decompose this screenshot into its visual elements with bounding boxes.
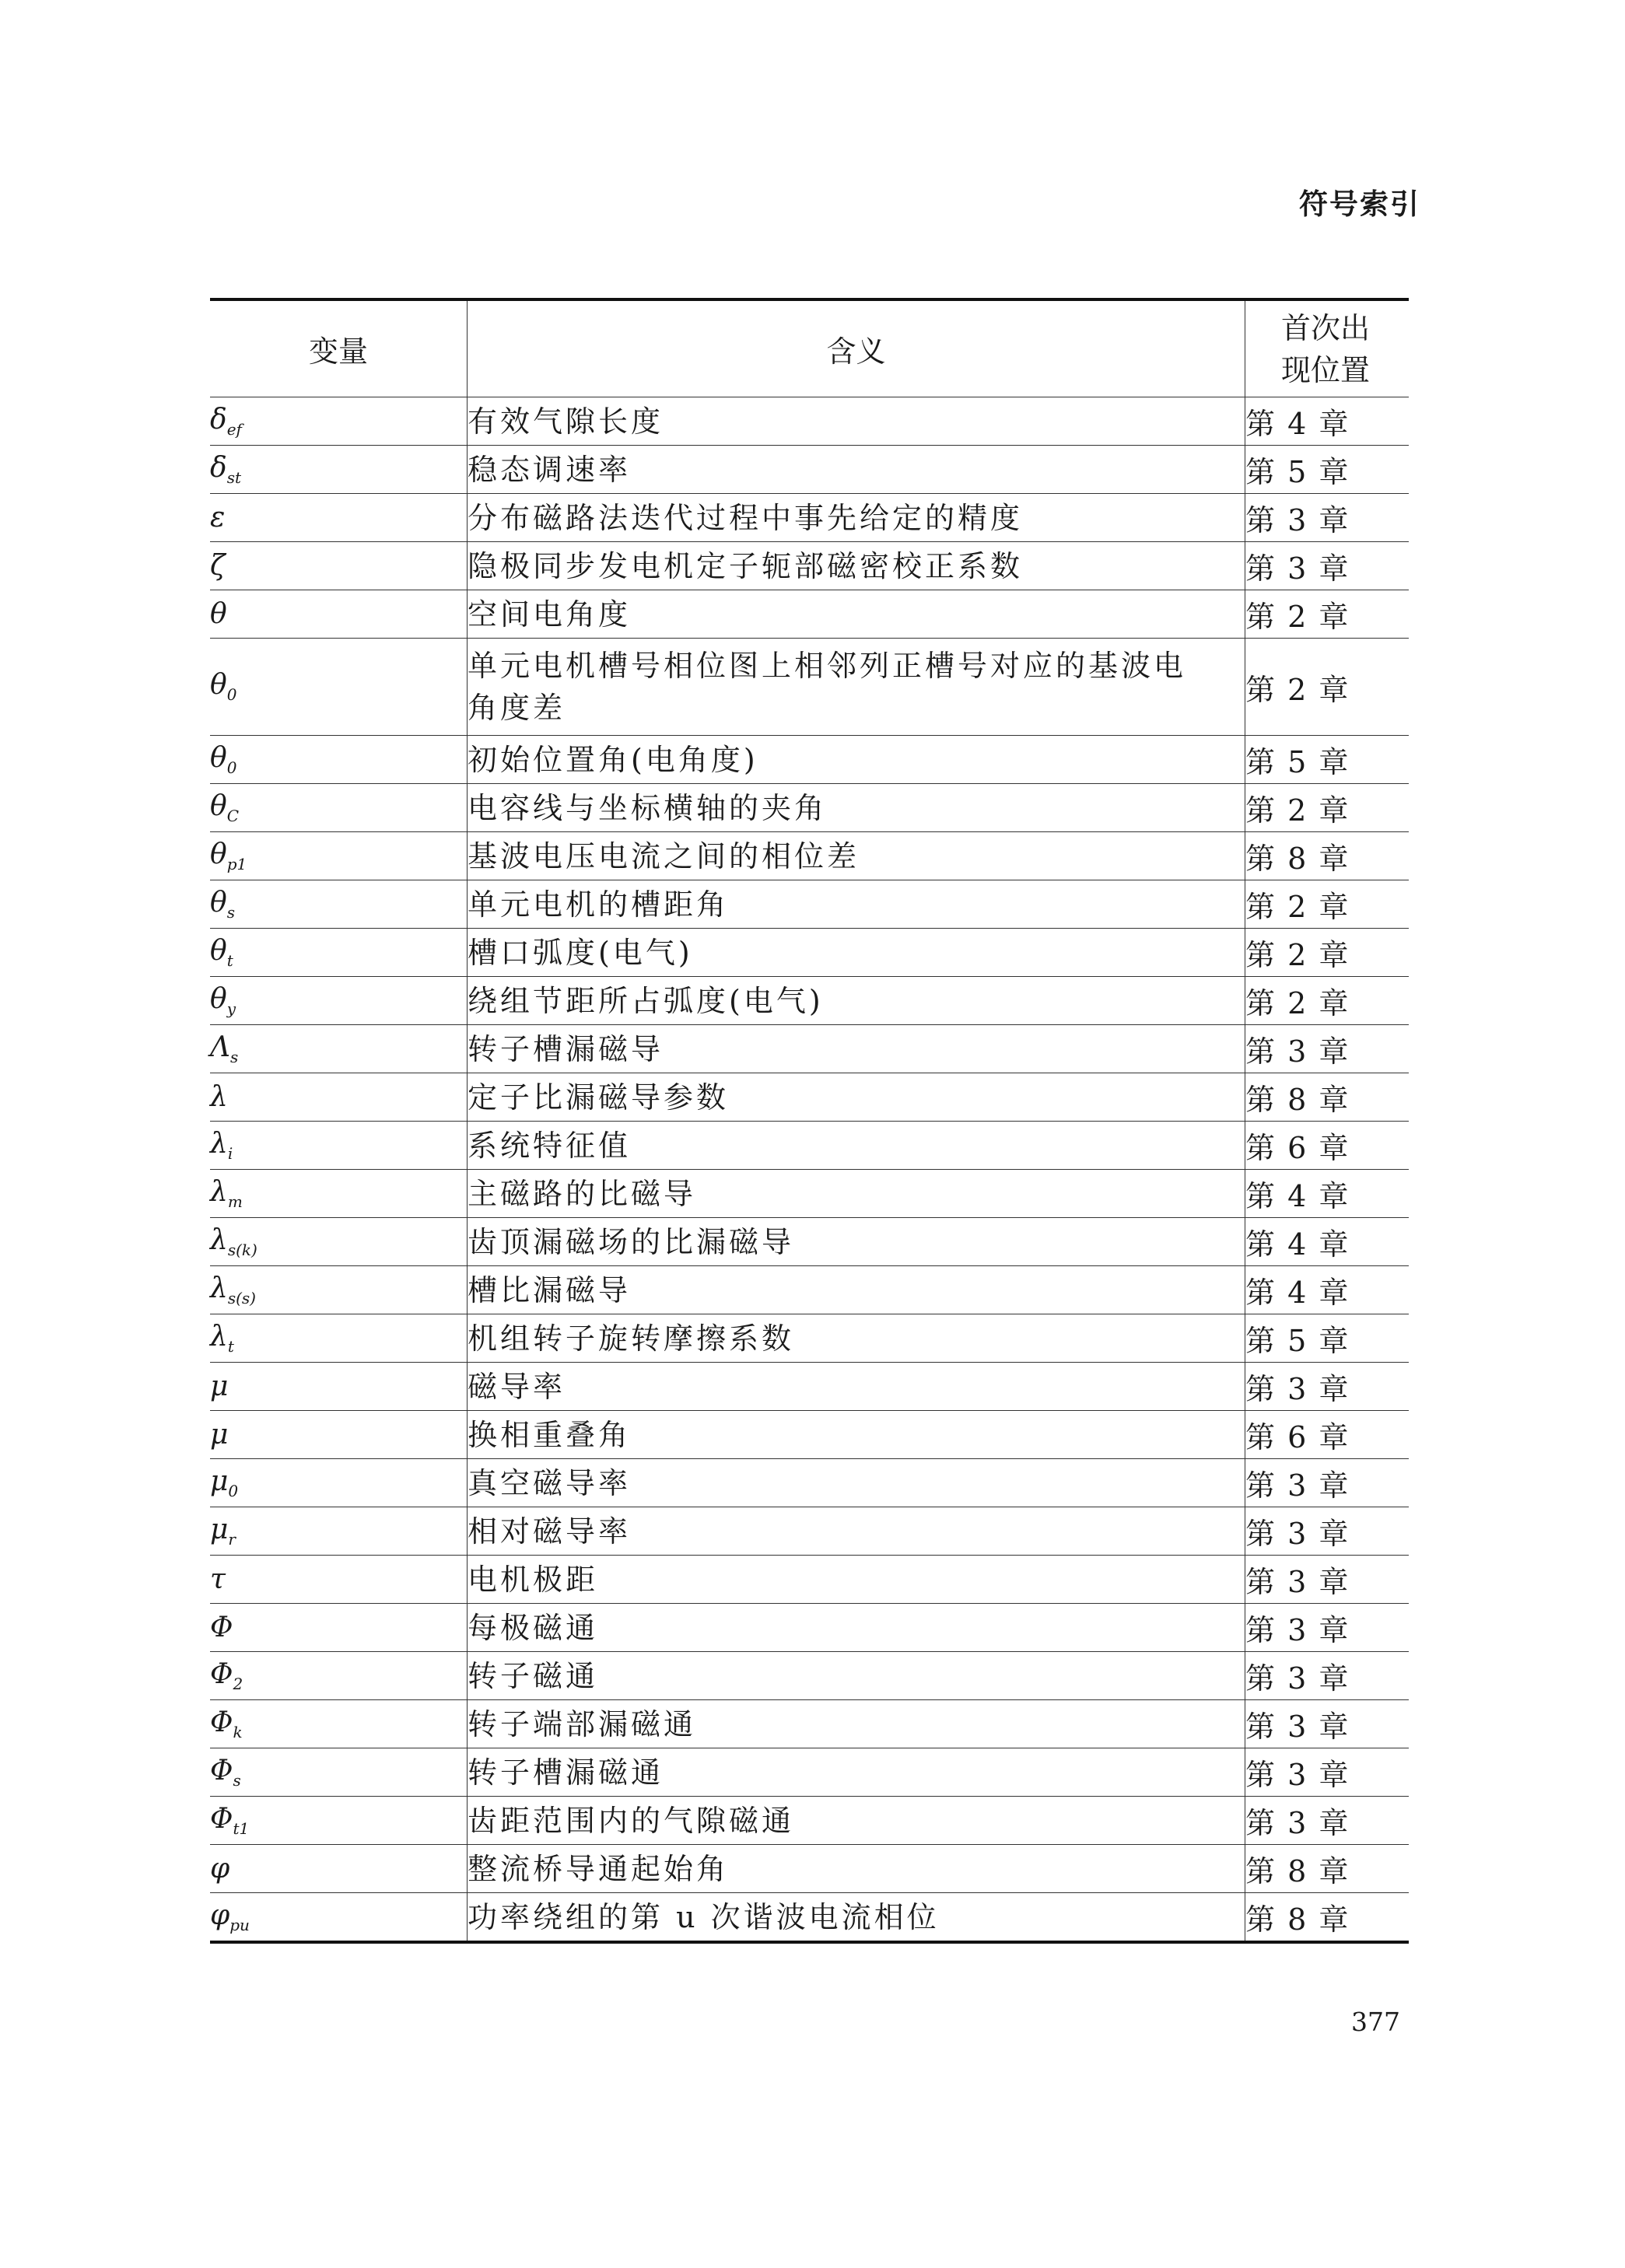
table-row [210, 1748, 1409, 1797]
symbol-base: Φ [210, 1657, 233, 1690]
meaning-cell [468, 929, 1245, 977]
symbol-cell [210, 1652, 468, 1700]
table-row [210, 832, 1409, 880]
symbol-base: δ [210, 403, 227, 436]
location-cell: 第 5 章 [1245, 736, 1410, 784]
symbol-base: Φ [210, 1612, 233, 1643]
meaning-text: 绕组节距所占弧度(电气) [468, 983, 824, 1018]
table-row [210, 929, 1409, 977]
meaning-text: 转子槽漏磁导 [468, 1031, 664, 1066]
column-header-location: 首次出 现位置 [1245, 299, 1410, 397]
table-row [210, 1170, 1409, 1218]
meaning-text: 电容线与坐标横轴的夹角 [468, 790, 828, 825]
symbol-subscript: 0 [226, 758, 237, 778]
location-cell: 第 3 章 [1245, 1797, 1410, 1845]
symbol-subscript: y [226, 999, 236, 1019]
table-row [210, 1700, 1409, 1748]
meaning-cell [468, 1748, 1245, 1797]
location-cell: 第 4 章 [1245, 1218, 1410, 1266]
table-row [210, 1122, 1409, 1170]
location-cell: 第 3 章 [1245, 1652, 1410, 1700]
table-row [210, 1604, 1409, 1652]
symbol-subscript: k [233, 1723, 243, 1742]
symbol-cell [210, 590, 468, 639]
symbol-base: μ [210, 1419, 229, 1451]
table-row [210, 977, 1409, 1025]
symbol-subscript: t [226, 951, 233, 971]
location-cell: 第 8 章 [1245, 1845, 1410, 1893]
column-header-symbol: 变量 [210, 299, 468, 397]
location-cell: 第 3 章 [1245, 1700, 1410, 1748]
symbol-cell [210, 1363, 468, 1411]
meaning-cell [468, 1266, 1245, 1314]
symbol-base: λ [210, 1320, 228, 1353]
location-cell: 第 2 章 [1245, 880, 1410, 929]
symbol-cell [210, 1411, 468, 1459]
symbol-base: Φ [210, 1802, 233, 1835]
symbol-subscript: t [227, 1337, 234, 1356]
meaning-text: 转子槽漏磁通 [468, 1755, 664, 1790]
symbol-subscript: pu [229, 1916, 250, 1935]
symbol-cell [210, 1218, 468, 1266]
symbol-base: ζ [210, 550, 226, 582]
page-number: 377 [1351, 2007, 1400, 2037]
symbol-subscript: t1 [233, 1819, 250, 1839]
meaning-text: 功率绕组的第 u 次谐波电流相位 [468, 1899, 940, 1934]
meaning-cell [468, 1363, 1245, 1411]
table-body [210, 397, 1409, 1943]
table-header-row [210, 299, 1409, 397]
symbol-base: Λ [210, 1031, 230, 1063]
location-cell: 第 2 章 [1245, 929, 1410, 977]
table-row [210, 1025, 1409, 1073]
meaning-text: 定子比漏磁导参数 [468, 1080, 730, 1115]
table-row [210, 446, 1409, 494]
symbol-base: θ [210, 669, 227, 702]
symbol-subscript: s [233, 1771, 241, 1790]
meaning-cell [468, 1700, 1245, 1748]
table-row [210, 1363, 1409, 1411]
symbol-cell [210, 446, 468, 494]
meaning-cell [468, 1797, 1245, 1845]
symbol-cell [210, 1556, 468, 1604]
symbol-cell [210, 1025, 468, 1073]
table-row [210, 1218, 1409, 1266]
symbol-subscript: 2 [233, 1675, 243, 1694]
meaning-cell [468, 832, 1245, 880]
symbol-cell [210, 1314, 468, 1363]
symbol-subscript: m [227, 1192, 243, 1212]
symbol-index-table [210, 298, 1409, 1944]
meaning-text: 隐极同步发电机定子轭部磁密校正系数 [468, 548, 1024, 583]
meaning-cell [468, 736, 1245, 784]
meaning-text: 转子磁通 [468, 1658, 599, 1693]
location-cell: 第 2 章 [1245, 977, 1410, 1025]
table-row [210, 639, 1409, 736]
table-row [210, 1893, 1409, 1943]
symbol-cell [210, 397, 468, 446]
meaning-cell [468, 1893, 1245, 1943]
meaning-cell [468, 1459, 1245, 1507]
table-row [210, 1797, 1409, 1845]
meaning-cell [468, 1556, 1245, 1604]
symbol-subscript: r [228, 1530, 236, 1549]
table-row [210, 397, 1409, 446]
location-cell: 第 2 章 [1245, 590, 1410, 639]
meaning-text: 齿顶漏磁场的比漏磁导 [468, 1224, 795, 1259]
meaning-cell [468, 1218, 1245, 1266]
symbol-subscript: s(s) [227, 1289, 256, 1308]
table-row [210, 542, 1409, 590]
symbol-subscript: s [230, 1048, 239, 1067]
location-cell: 第 3 章 [1245, 494, 1410, 542]
table-row [210, 1314, 1409, 1363]
meaning-text: 初始位置角(电角度) [468, 742, 758, 777]
location-cell: 第 6 章 [1245, 1122, 1410, 1170]
meaning-cell [468, 494, 1245, 542]
location-cell: 第 3 章 [1245, 542, 1410, 590]
meaning-text: 齿距范围内的气隙磁通 [468, 1803, 795, 1838]
symbol-base: φ [210, 1853, 230, 1885]
symbol-cell [210, 784, 468, 832]
symbol-base: θ [210, 982, 227, 1015]
location-cell: 第 4 章 [1245, 397, 1410, 446]
symbol-base: θ [210, 934, 227, 967]
table-row [210, 1073, 1409, 1122]
symbol-cell [210, 542, 468, 590]
meaning-cell [468, 1122, 1245, 1170]
table-row [210, 1507, 1409, 1556]
symbol-base: λ [210, 1081, 228, 1113]
meaning-cell [468, 542, 1245, 590]
symbol-subscript: 0 [226, 685, 237, 705]
meaning-text: 磁导率 [468, 1369, 566, 1404]
symbol-subscript: s [226, 903, 235, 922]
symbol-base: θ [210, 598, 227, 630]
meaning-cell [468, 784, 1245, 832]
meaning-cell [468, 1507, 1245, 1556]
location-cell: 第 3 章 [1245, 1604, 1410, 1652]
location-cell: 第 2 章 [1245, 639, 1410, 736]
symbol-cell [210, 1748, 468, 1797]
symbol-base: λ [210, 1175, 228, 1208]
meaning-cell [468, 880, 1245, 929]
symbol-cell [210, 1073, 468, 1122]
location-cell: 第 3 章 [1245, 1363, 1410, 1411]
symbol-cell [210, 1266, 468, 1314]
symbol-cell [210, 1459, 468, 1507]
location-cell: 第 2 章 [1245, 784, 1410, 832]
table-row [210, 1411, 1409, 1459]
meaning-text: 主磁路的比磁导 [468, 1176, 697, 1211]
symbol-subscript: p1 [226, 855, 247, 874]
table-row [210, 494, 1409, 542]
symbol-base: φ [210, 1899, 230, 1931]
symbol-base: θ [210, 741, 227, 774]
meaning-cell [468, 1604, 1245, 1652]
table-row [210, 784, 1409, 832]
symbol-cell [210, 1797, 468, 1845]
symbol-cell [210, 736, 468, 784]
table-row [210, 1266, 1409, 1314]
symbol-base: θ [210, 789, 227, 822]
symbol-cell [210, 1700, 468, 1748]
symbol-cell [210, 1845, 468, 1893]
location-cell: 第 3 章 [1245, 1507, 1410, 1556]
location-cell: 第 5 章 [1245, 446, 1410, 494]
symbol-cell [210, 1507, 468, 1556]
symbol-base: θ [210, 838, 227, 870]
meaning-cell [468, 397, 1245, 446]
running-header: 符号索引 [1299, 187, 1420, 221]
location-cell: 第 6 章 [1245, 1411, 1410, 1459]
meaning-text: 真空磁导率 [468, 1465, 632, 1500]
column-header-meaning: 含义 [468, 299, 1245, 397]
table-row [210, 880, 1409, 929]
table-row [210, 1459, 1409, 1507]
location-cell: 第 5 章 [1245, 1314, 1410, 1363]
table-row [210, 1556, 1409, 1604]
meaning-cell [468, 590, 1245, 639]
meaning-cell [468, 1170, 1245, 1218]
meaning-text: 稳态调速率 [468, 452, 632, 487]
symbol-cell [210, 832, 468, 880]
table-row [210, 590, 1409, 639]
symbol-base: τ [210, 1563, 226, 1595]
meaning-text: 槽比漏磁导 [468, 1272, 632, 1307]
meaning-cell [468, 1652, 1245, 1700]
meaning-text: 相对磁导率 [468, 1514, 632, 1549]
symbol-base: λ [210, 1223, 228, 1256]
symbol-base: δ [210, 451, 227, 484]
meaning-cell [468, 1411, 1245, 1459]
meaning-cell [468, 1314, 1245, 1363]
symbol-base: Φ [210, 1754, 233, 1787]
location-cell: 第 8 章 [1245, 1893, 1410, 1943]
symbol-base: μ [210, 1513, 229, 1545]
location-cell: 第 4 章 [1245, 1266, 1410, 1314]
meaning-text: 槽口弧度(电气) [468, 935, 693, 970]
meaning-text: 换相重叠角 [468, 1417, 632, 1452]
location-cell: 第 4 章 [1245, 1170, 1410, 1218]
table-row [210, 1652, 1409, 1700]
meaning-text: 空间电角度 [468, 597, 632, 632]
location-cell: 第 8 章 [1245, 832, 1410, 880]
meaning-text: 转子端部漏磁通 [468, 1706, 697, 1741]
symbol-cell [210, 1893, 468, 1943]
symbol-subscript: ef [226, 420, 242, 439]
meaning-cell [468, 639, 1245, 736]
symbol-base: ε [210, 502, 226, 534]
symbol-cell [210, 1122, 468, 1170]
table-row [210, 1845, 1409, 1893]
meaning-cell [468, 446, 1245, 494]
symbol-subscript: 0 [228, 1482, 239, 1501]
symbol-subscript: s(k) [227, 1241, 257, 1260]
symbol-base: Φ [210, 1706, 233, 1738]
meaning-cell [468, 1025, 1245, 1073]
location-cell: 第 8 章 [1245, 1073, 1410, 1122]
symbol-cell [210, 929, 468, 977]
symbol-base: μ [210, 1465, 229, 1497]
meaning-text: 基波电压电流之间的相位差 [468, 838, 860, 873]
location-cell: 第 3 章 [1245, 1459, 1410, 1507]
symbol-subscript: i [227, 1144, 233, 1164]
meaning-text: 电机极距 [468, 1562, 599, 1597]
symbol-cell [210, 1170, 468, 1218]
meaning-text: 机组转子旋转摩擦系数 [468, 1321, 795, 1356]
symbol-cell [210, 977, 468, 1025]
symbol-cell [210, 1604, 468, 1652]
meaning-text: 分布磁路法迭代过程中事先给定的精度 [468, 500, 1024, 535]
meaning-text: 系统特征值 [468, 1128, 632, 1163]
meaning-text: 有效气隙长度 [468, 404, 664, 439]
symbol-base: θ [210, 886, 227, 919]
symbol-base: μ [210, 1370, 229, 1402]
symbol-subscript: st [226, 468, 241, 488]
meaning-text: 整流桥导通起始角 [468, 1851, 730, 1886]
symbol-cell [210, 639, 468, 736]
symbol-subscript: C [226, 807, 239, 826]
meaning-cell [468, 1845, 1245, 1893]
symbol-base: λ [210, 1127, 228, 1160]
meaning-text: 单元电机槽号相位图上相邻列正槽号对应的基波电角度差 [468, 649, 1187, 725]
symbol-base: λ [210, 1272, 228, 1304]
meaning-text: 每极磁通 [468, 1610, 599, 1645]
table-row [210, 736, 1409, 784]
meaning-cell [468, 1073, 1245, 1122]
location-cell: 第 3 章 [1245, 1748, 1410, 1797]
location-cell: 第 3 章 [1245, 1025, 1410, 1073]
symbol-cell [210, 880, 468, 929]
symbol-cell [210, 494, 468, 542]
location-cell: 第 3 章 [1245, 1556, 1410, 1604]
meaning-text: 单元电机的槽距角 [468, 887, 730, 922]
meaning-cell [468, 977, 1245, 1025]
